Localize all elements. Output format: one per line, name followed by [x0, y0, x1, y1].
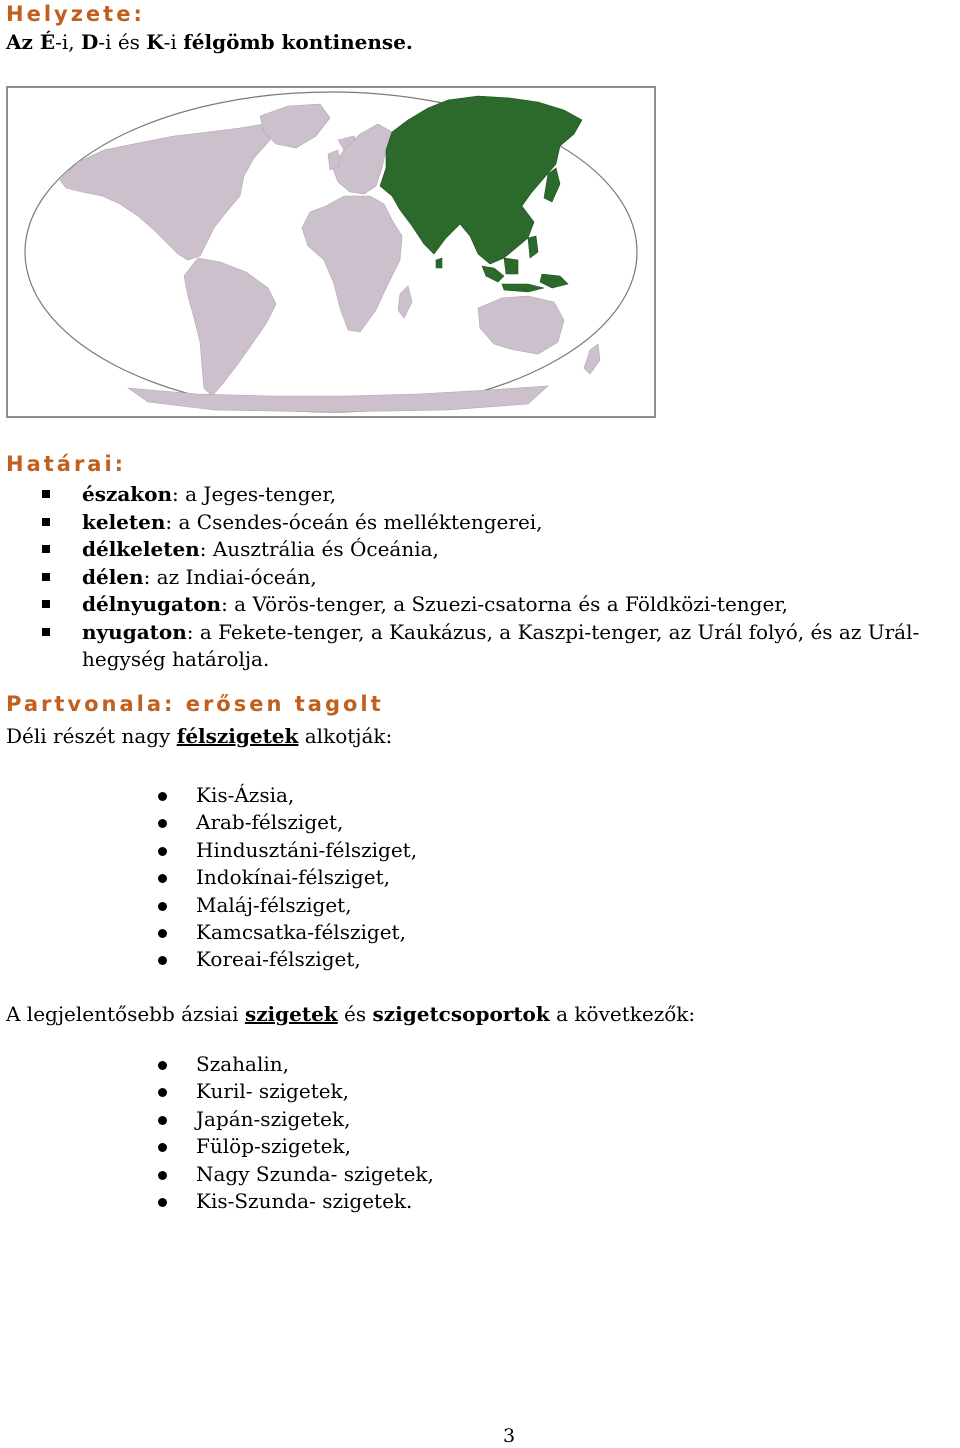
peninsula-name: Kis-Ázsia,: [196, 783, 295, 807]
list-item: [0, 509, 954, 537]
peninsula-name: Kamcsatka-félsziget,: [196, 920, 406, 945]
world-map-asia-highlighted: [8, 88, 654, 416]
island-name: Nagy Szunda- szigetek,: [196, 1161, 434, 1186]
list-item: [0, 892, 417, 919]
section-heading-helyzete: Helyzete:: [6, 2, 145, 26]
sri-lanka-shape: [436, 258, 442, 268]
position-sentence: [6, 30, 413, 54]
border-description: : az Indiai-óceán,: [143, 564, 317, 589]
round-bullet-icon: [158, 1061, 167, 1070]
list-item: [0, 564, 954, 592]
round-bullet-icon: [158, 902, 167, 911]
section-heading-partvonala: Partvonala: erősen tagolt: [6, 692, 384, 716]
intro-text: alkotják:: [298, 724, 393, 748]
round-bullet-icon: [158, 956, 167, 965]
intro-text: A legjelentősebb ázsiai: [6, 1002, 245, 1026]
square-bullet-icon: [42, 628, 50, 636]
position-part: -i,: [55, 30, 81, 54]
list-item: [0, 591, 954, 619]
position-part: K: [146, 30, 164, 54]
border-description: : a Fekete-tenger, a Kaukázus, a Kaszpi-tenger, az Urál folyó, és az Urál-hegység határolja.: [82, 619, 920, 671]
page-number: 3: [503, 1425, 516, 1447]
border-description: : a Vörös-tenger, a Szuezi-csatorna és a Földközi-tenger,: [221, 592, 789, 616]
peninsula-name: Arab-félsziget,: [196, 810, 344, 835]
list-item: [0, 1078, 434, 1105]
list-item: [0, 536, 954, 564]
islands-intro: [6, 1002, 695, 1026]
round-bullet-icon: [158, 819, 167, 828]
list-item: [0, 919, 417, 946]
list-item: [0, 782, 417, 809]
list-item: [0, 1051, 434, 1078]
peninsula-name: Hindusztáni-félsziget,: [196, 837, 418, 862]
border-description: : a Jeges-tenger,: [172, 482, 337, 506]
position-part: -i és: [98, 30, 147, 54]
border-direction: keleten: [82, 509, 166, 534]
intro-text: Déli részét nagy: [6, 724, 177, 748]
list-item: [0, 1133, 434, 1160]
border-direction: északon: [82, 482, 173, 506]
round-bullet-icon: [158, 1143, 167, 1152]
list-item: [0, 809, 417, 836]
intro-text: és: [337, 1002, 373, 1026]
square-bullet-icon: [42, 518, 50, 526]
borneo-shape: [504, 258, 518, 274]
world-map-frame: [6, 86, 656, 418]
island-name: Kis-Szunda- szigetek.: [196, 1189, 413, 1214]
island-name: Japán-szigetek,: [196, 1106, 351, 1131]
round-bullet-icon: [158, 1116, 167, 1125]
islands-term: szigetek: [244, 1002, 338, 1026]
britain-shape: [328, 150, 340, 170]
list-item: [0, 837, 417, 864]
list-item: [0, 619, 954, 674]
border-direction: délnyugaton: [82, 592, 222, 616]
square-bullet-icon: [42, 573, 50, 581]
list-item: [0, 1161, 434, 1188]
position-part: Az: [6, 30, 40, 54]
square-bullet-icon: [42, 600, 50, 608]
peninsulas-term: félszigetek: [176, 724, 299, 748]
list-item: [0, 481, 954, 509]
archipelagos-term: szigetcsoportok: [372, 1002, 550, 1026]
peninsula-name: Indokínai-félsziget,: [196, 865, 390, 890]
peninsulas-intro: [6, 724, 392, 748]
new-zealand-shape: [584, 344, 600, 374]
round-bullet-icon: [158, 1198, 167, 1207]
position-part: -i: [163, 30, 184, 54]
islands-list: [0, 1051, 434, 1215]
round-bullet-icon: [158, 1171, 167, 1180]
square-bullet-icon: [42, 545, 50, 553]
list-item: [0, 1188, 434, 1215]
round-bullet-icon: [158, 792, 167, 801]
island-name: Szahalin,: [196, 1052, 289, 1076]
square-bullet-icon: [42, 490, 50, 498]
island-name: Fülöp-szigetek,: [196, 1134, 351, 1159]
peninsula-name: Koreai-félsziget,: [196, 947, 361, 972]
borders-list: [0, 481, 960, 674]
border-direction: nyugaton: [82, 619, 187, 644]
border-description: : a Csendes-óceán és melléktengerei,: [165, 509, 543, 534]
round-bullet-icon: [158, 847, 167, 856]
list-item: [0, 1106, 434, 1133]
round-bullet-icon: [158, 1088, 167, 1097]
position-part: D: [80, 30, 99, 54]
position-part: félgömb kontinense.: [183, 30, 413, 54]
list-item: [0, 946, 417, 973]
round-bullet-icon: [158, 874, 167, 883]
intro-text: a következők:: [549, 1002, 696, 1026]
peninsulas-list: [0, 782, 417, 974]
list-item: [0, 864, 417, 891]
island-name: Kuril- szigetek,: [196, 1079, 350, 1104]
peninsula-name: Maláj-félsziget,: [196, 892, 352, 917]
section-heading-hatarai: Határai:: [6, 452, 127, 476]
border-direction: délkeleten: [82, 537, 200, 561]
round-bullet-icon: [158, 929, 167, 938]
border-direction: délen: [82, 564, 144, 589]
position-part: É: [39, 30, 56, 54]
border-description: : Ausztrália és Óceánia,: [199, 537, 439, 561]
